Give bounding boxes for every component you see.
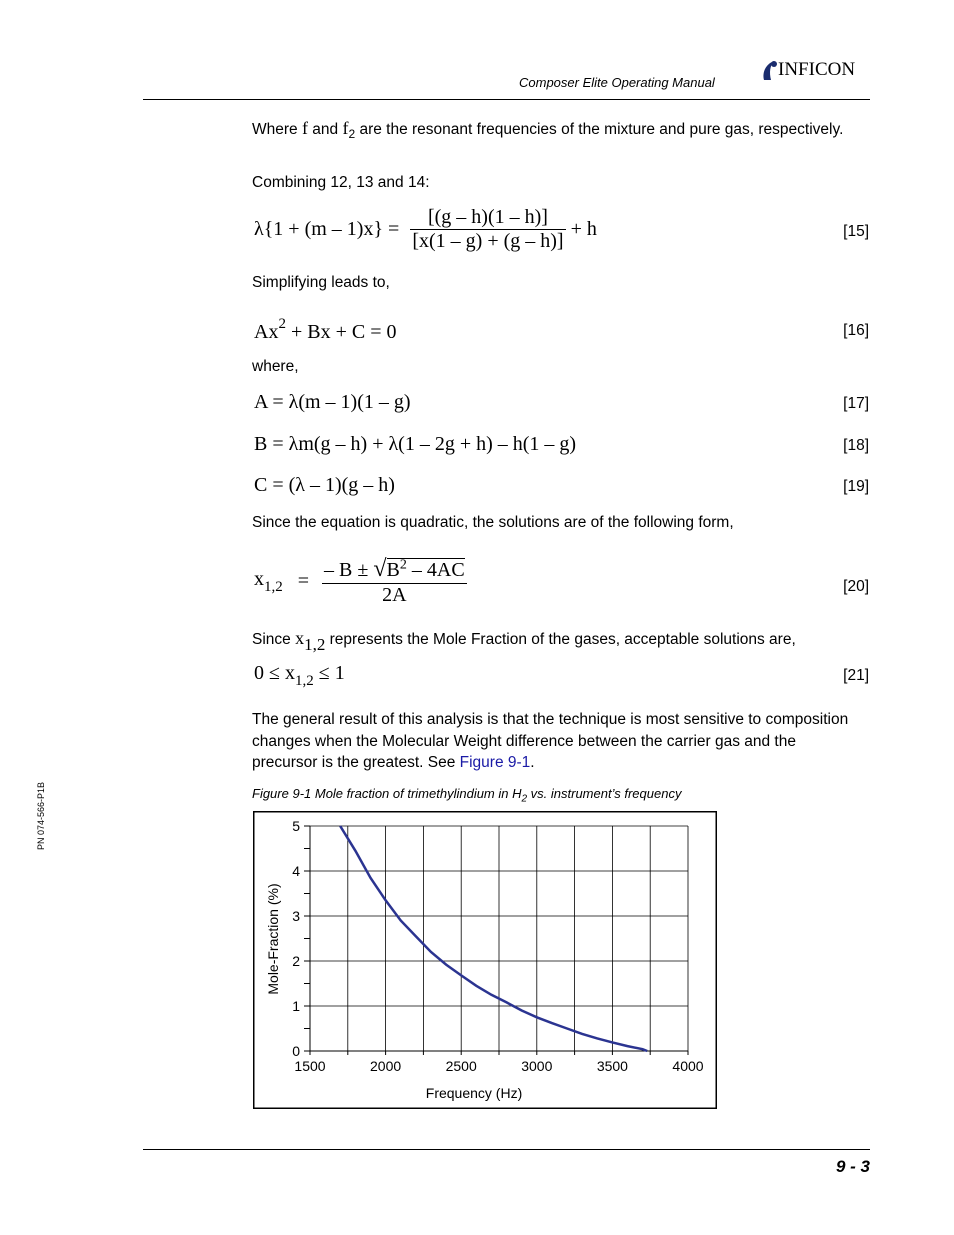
eq15-lhs: λ{1 + (m – 1)x} = [254, 218, 400, 240]
paragraph-general-result [252, 709, 864, 774]
paragraph-combining: Combining 12, 13 and 14: [252, 174, 430, 191]
eq-number-21: [21] [843, 667, 869, 684]
mole-fraction-chart [253, 811, 717, 1109]
eq20-fraction [322, 556, 467, 607]
text: represents the Mole Fraction of the gases, acceptable solutions are, [325, 631, 796, 648]
paragraph-where: where, [252, 358, 299, 375]
var-x: x [295, 628, 305, 648]
paragraph-mole-fraction [252, 628, 862, 656]
eq15-fraction [410, 206, 565, 253]
subscript: 1,2 [304, 635, 326, 654]
eq15-numerator: [(g – h)(1 – h)] [410, 206, 565, 230]
subscript: 2 [348, 127, 356, 142]
paragraph-quadratic: Since the equation is quadratic, the solutions are of the following form, [252, 514, 734, 531]
eq-number-20: [20] [843, 578, 869, 595]
var-f2: f [342, 118, 349, 138]
caption-sub: 2 [521, 793, 528, 805]
y-tick-label: 2 [292, 953, 300, 969]
y-tick-label: 1 [292, 998, 300, 1014]
eq16-part: + Bx + C = 0 [285, 321, 397, 343]
equation-15 [254, 206, 597, 253]
eq-number-16: [16] [843, 322, 869, 339]
eq20-rad-sup: 2 [399, 557, 407, 573]
y-tick-label: 5 [292, 818, 300, 834]
eq-number-17: [17] [843, 395, 869, 412]
y-tick-label: 0 [292, 1043, 300, 1059]
y-tick-label: 4 [292, 863, 300, 879]
eq20-rad-b: – 4AC [406, 559, 465, 581]
header-rule [143, 99, 870, 100]
logo-mark-icon [760, 58, 780, 84]
paragraph-simplifying: Simplifying leads to, [252, 274, 390, 291]
inficon-logo [760, 58, 875, 84]
eq16-sup: 2 [278, 316, 286, 332]
x-tick-label: 2000 [370, 1058, 402, 1074]
y-tick-label: 3 [292, 908, 300, 924]
page-number: 9 - 3 [835, 1157, 870, 1176]
x-axis-label: Frequency (Hz) [425, 1085, 523, 1101]
eq-number-19: [19] [843, 478, 869, 495]
eq20-radicand [387, 558, 465, 581]
text: Where [252, 121, 302, 138]
eq20-sub: 1,2 [264, 578, 283, 595]
equation-17: A = λ(m – 1)(1 – g) [254, 391, 411, 413]
eq21-part: ≤ 1 [313, 662, 345, 684]
footer-rule [143, 1149, 870, 1150]
eq20-numerator [322, 556, 467, 584]
x-tick-label: 3000 [521, 1058, 553, 1074]
equation-21 [254, 662, 345, 690]
caption-text: vs. instrument’s frequency [527, 786, 682, 801]
y-axis-label: Mole-Fraction (%) [265, 883, 281, 995]
eq20-denominator: 2A [382, 584, 407, 606]
text: and [307, 121, 343, 138]
x-tick-label: 3500 [596, 1058, 628, 1074]
eq21-part: 0 ≤ x [254, 662, 295, 684]
x-tick-label: 2500 [445, 1058, 477, 1074]
eq20-num-a: – B ± [324, 559, 374, 581]
manual-title: Composer Elite Operating Manual [519, 75, 715, 90]
paragraph-resonant [252, 118, 862, 146]
text: are the resonant frequencies of the mixture and pure gas, respectively. [355, 121, 844, 138]
eq20-equals: = [297, 570, 310, 592]
eq20-x: x [254, 567, 264, 590]
figure-link[interactable]: Figure 9-1 [459, 754, 531, 771]
text: The general result of this analysis is that the technique is most sensitive to composition changes when the Molecular Weight difference between the carrier gas and the precursor is the greatest. See [252, 711, 849, 771]
eq20-rad-a: B [386, 559, 400, 581]
text: . [530, 754, 535, 771]
figure-caption [252, 786, 681, 805]
eq20-lhs [254, 567, 283, 595]
x-tick-label: 1500 [294, 1058, 326, 1074]
sqrt-sign: √ [373, 556, 387, 582]
eq-number-18: [18] [843, 437, 869, 454]
eq15-tail: + h [570, 218, 597, 240]
eq16-part: Ax [254, 321, 279, 343]
text: Since [252, 631, 296, 648]
equation-16 [254, 316, 396, 344]
var-f: f [301, 118, 308, 138]
x-tick-label: 4000 [672, 1058, 704, 1074]
equation-18: B = λm(g – h) + λ(1 – 2g + h) – h(1 – g) [254, 433, 577, 455]
equation-19: C = (λ – 1)(g – h) [254, 474, 395, 496]
eq15-denominator: [x(1 – g) + (g – h)] [412, 230, 564, 252]
eq-number-15: [15] [843, 223, 869, 240]
equation-20 [254, 556, 467, 607]
caption-text: Figure 9-1 Mole fraction of trimethylindium in H [252, 786, 522, 801]
eq21-sub: 1,2 [294, 673, 314, 689]
part-number: PN 074-566-P1B [36, 781, 46, 850]
logo-text: INFICON [778, 59, 856, 80]
